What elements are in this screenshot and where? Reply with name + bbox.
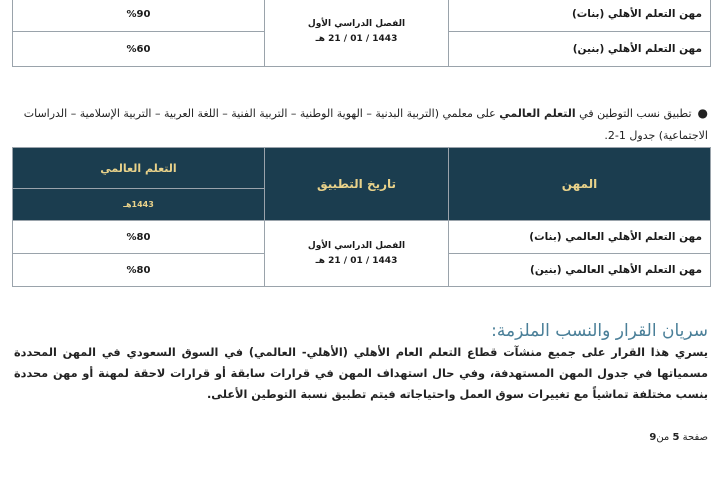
section-title: سريان القرار والنسب الملزمة:	[491, 321, 708, 341]
table-row	[13, 221, 711, 254]
job-cell: مهن التعلم الأهلي العالمي (بنات)	[449, 221, 711, 254]
table-row	[13, 0, 711, 32]
bullet-paragraph	[20, 102, 708, 147]
header-date: تاريخ التطبيق	[265, 148, 449, 221]
table-1	[12, 0, 711, 67]
bullet-icon: ●	[697, 106, 708, 120]
bullet-prefix: تطبيق نسب التوطين في	[579, 107, 692, 120]
job-cell: مهن التعلم الأهلي (بنين)	[449, 32, 711, 67]
footer-of: من	[656, 432, 670, 443]
date-cell	[265, 221, 449, 287]
job-cell: مهن التعلم الأهلي العالمي (بنين)	[449, 254, 711, 287]
date-semester: الفصل الدراسي الأول	[307, 18, 406, 29]
header-jobs: المهن	[449, 148, 711, 221]
date-cell	[265, 0, 449, 67]
footer-page: 5	[672, 432, 680, 443]
date-value: 1443 / 01 / 21 هـ	[315, 33, 398, 44]
percent-cell: %80	[13, 254, 265, 287]
percent-cell: %80	[13, 221, 265, 254]
percent-cell: %60	[13, 32, 265, 67]
bullet-rest: على معلمي (التربية البدنية – الهوية الوطنية – التربية الفنية – اللغة العربية – التربية الإسلامية – الدراسات الاجتماعية) جدول 1-2.	[23, 107, 708, 142]
percent-cell: %90	[13, 0, 265, 32]
header-year: 1443هـ	[13, 189, 265, 221]
date-semester: الفصل الدراسي الأول	[307, 240, 406, 251]
job-cell: مهن التعلم الأهلي (بنات)	[449, 0, 711, 32]
page-footer	[649, 432, 708, 443]
header-international: التعلم العالمي	[13, 148, 265, 189]
footer-total: 9	[649, 432, 657, 443]
table-2	[12, 147, 711, 287]
section-paragraph: يسري هذا القرار على جميع منشآت قطاع التعلم العام الأهلي (الأهلي- العالمي) في السوق السعودي في المهن المحددة مسمياتها في جدول المهن المستهدفة، وفي حال استهداف المهن في قرارات سابقة أو قرارات لاحقة لمهنة أو مهن محددة بنسب مختلفة تماشياً مع تغييرات سوق العمل واحتياجاته فيتم تطبيق نسبة التوطين الأعلى.	[14, 346, 708, 401]
date-value: 1443 / 01 / 21 هـ	[315, 255, 398, 266]
bullet-bold: التعلم العالمي	[499, 107, 576, 120]
footer-label: صفحة	[682, 432, 708, 443]
